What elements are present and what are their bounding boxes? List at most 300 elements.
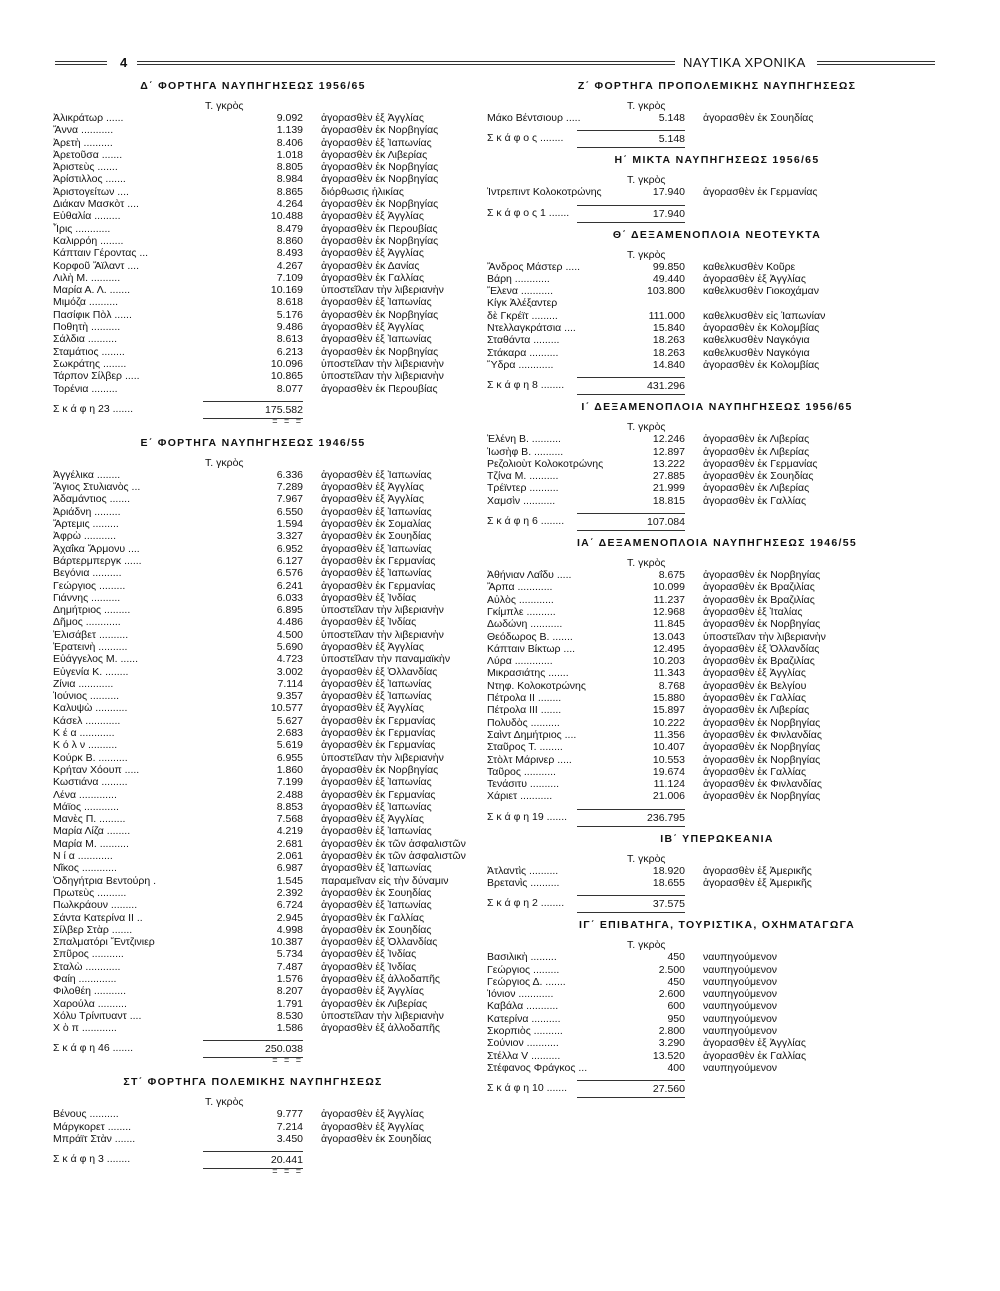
acquisition-note: ἀγορασθὲν ἐξ Ἰταλίας [703, 605, 803, 618]
gross-tonnage: 8.479 [276, 222, 303, 235]
ship-name: Κούρκ Β. .......... [53, 751, 128, 764]
total-label: Σ κ ά φ ο ς 1 ....... [487, 206, 570, 219]
ship-row [53, 493, 453, 505]
ship-name: Μαρία Μ. .......... [53, 837, 129, 850]
gross-tonnage: 6.033 [276, 591, 303, 604]
ship-name: Ζίνια ............ [53, 677, 114, 690]
total-label: Σ κ ά φ η 10 ....... [487, 1082, 568, 1095]
gross-tonnage: 8.530 [276, 1009, 303, 1022]
gross-tonnage: 5.148 [658, 112, 685, 124]
gross-tonnage: 6.127 [276, 554, 303, 567]
ship-name: Καβάλα ........... [487, 1000, 559, 1013]
ship-name: Ἀλικράτωρ ...... [53, 112, 124, 124]
ship-row [487, 569, 947, 581]
total-underline [53, 1056, 453, 1066]
total-value: 175.582 [203, 401, 303, 419]
gross-tonnage: 4.723 [276, 653, 303, 666]
total-label: Σ κ ά φ η 3 ........ [53, 1153, 131, 1166]
ship-row [53, 272, 453, 284]
acquisition-note: ἀγορασθὲν ἐκ Κολομβίας [703, 358, 820, 371]
ship-row [53, 641, 453, 653]
gross-tonnage: 10.553 [652, 753, 685, 766]
acquisition-note: ἀγορασθὲν ἐκ Δανίας [321, 259, 420, 272]
acquisition-note: ἀγορασθὲν ἐκ Βραζιλίας [703, 581, 815, 594]
ship-name: Ἔλενα ........... [487, 285, 553, 298]
magazine-title: ΝΑΥΤΙΚΑ ΧΡΟΝΙΚΑ [683, 55, 806, 70]
acquisition-note: ἀγορασθὲν ἐκ τῶν ἀσφαλιστῶν [321, 850, 466, 863]
acquisition-note: ναυπηγούμενον [703, 1061, 778, 1074]
ship-row [53, 530, 453, 542]
ship-name: Βασιλικὴ ......... [487, 951, 557, 964]
ship-row [53, 112, 453, 124]
ship-row [487, 310, 947, 322]
ship-row [53, 346, 453, 358]
ship-row [53, 629, 453, 641]
acquisition-note: ναυπηγούμενον [703, 975, 778, 988]
acquisition-note: ἀγορασθὲν ἐξ Ἰνδίας [321, 591, 417, 604]
ship-row [53, 715, 453, 727]
gross-tonnage: 2.683 [276, 727, 303, 740]
ship-row [487, 273, 947, 285]
ship-row [53, 690, 453, 702]
acquisition-note: ἀγορασθὲν ἐκ Νορβηγίας [703, 569, 821, 582]
section-total [487, 130, 947, 146]
acquisition-note: ἀγορασθὲν ἐξ Ἰαπωνίας [321, 677, 432, 690]
ship-row [487, 964, 947, 976]
gross-tonnage: 11.356 [653, 728, 685, 741]
gross-tonnage: 8.613 [276, 333, 303, 346]
total-label: Σ κ ά φ η 6 ........ [487, 515, 565, 528]
ship-row [487, 741, 947, 753]
ship-row [487, 112, 947, 124]
acquisition-note: ἀγορασθὲν ἐκ Γαλλίας [703, 692, 807, 705]
ship-name: Μανὲς Π. ......... [53, 813, 126, 826]
acquisition-note: ἀγορασθὲν ἐκ Λιβερίας [703, 445, 810, 458]
gross-tonnage: 14.840 [652, 358, 685, 371]
acquisition-note: ἀγορασθὲν ἐξ Ἰαπωνίας [321, 542, 432, 555]
gross-tonnage: 6.576 [276, 567, 303, 580]
ship-name: Ἀδαμάντιος ....... [53, 493, 131, 506]
ship-row [53, 1121, 453, 1133]
section-title: Η΄ ΜΙΚΤΑ ΝΑΥΠΗΓΗΣΕΩΣ 1956/65 [614, 154, 820, 167]
ship-name: Σταθάντα ......... [487, 334, 560, 347]
gross-tonnage: 5.734 [276, 948, 303, 961]
ship-name: Ἀγγέλικα ........ [53, 468, 121, 481]
ship-row [53, 604, 453, 616]
gross-tonnage: 12.495 [652, 642, 685, 655]
ship-row [53, 801, 453, 813]
ship-name: Μπράϊτ Στὰν ....... [53, 1133, 136, 1146]
acquisition-note: ἀγορασθὲν ἐκ Σομαλίας [321, 518, 432, 531]
ship-row [53, 506, 453, 518]
ship-name: Τζίνα Μ. .......... [487, 470, 559, 483]
ship-name: Μαρία Α. Λ. ....... [53, 284, 131, 297]
gross-tonnage: 10.865 [270, 370, 303, 383]
gross-tonnage: 400 [667, 1061, 685, 1074]
ship-row [487, 581, 947, 593]
acquisition-note: ἀγορασθὲν ἐκ Γερμανίας [321, 727, 436, 740]
gross-tonnage: 10.099 [652, 581, 685, 594]
acquisition-note: ἀγορασθὲν ἐκ Γερμανίας [321, 788, 436, 801]
acquisition-note: ἀγορασθὲν ἐξ Ἰαπωνίας [321, 136, 432, 149]
ship-name: Ἀθήνιαν Λαΐδυ ..... [487, 569, 572, 582]
acquisition-note: καθελκυσθὲν εἰς Ἰαπωνίαν [703, 309, 826, 322]
gross-tonnage: 12.246 [652, 433, 685, 446]
ship-name: Εὐθαλία ......... [53, 210, 121, 223]
acquisition-note: ἀγορασθὲν ἐκ Νορβηγίας [321, 173, 439, 186]
page-number: 4 [120, 55, 128, 70]
ship-section [53, 1076, 453, 1177]
acquisition-note: ναυπηγούμενον [703, 1025, 778, 1038]
gross-tonnage: 6.336 [276, 468, 303, 481]
ship-name: Αὐλὸς ............ [487, 593, 554, 606]
gross-tonnage: 4.264 [276, 198, 303, 211]
gross-tonnage: 103.800 [647, 285, 685, 298]
section-title: Ζ΄ ΦΟΡΤΗΓΑ ΠΡΟΠΟΛΕΜΙΚΗΣ ΝΑΥΠΗΓΗΣΕΩΣ [577, 80, 857, 92]
ship-name: Κωστιάνα ......... [53, 776, 128, 789]
acquisition-note: ἀγορασθὲν ἐξ Ἰνδίας [321, 948, 417, 961]
ship-name: Στάκαρα .......... [487, 346, 559, 359]
ship-name: Δωδώνη ........... [487, 618, 563, 631]
ship-name: Χαρούλα .......... [53, 997, 127, 1010]
gross-tonnage: 5.176 [276, 308, 303, 321]
ship-name: Ἄνδρος Μάστερ ..... [487, 260, 581, 273]
ship-row [53, 321, 453, 333]
ship-name: Σίλβερ Στὰρ ....... [53, 923, 133, 936]
ship-row [487, 631, 947, 643]
ship-name: Σούνιον ........... [487, 1037, 559, 1050]
acquisition-note: ἀγορασθὲν ἐκ Βελγίου [703, 679, 807, 692]
gross-tonnage: 1.586 [276, 1022, 303, 1035]
acquisition-note: ἀγορασθὲν ἐξ Ἰαπωνίας [321, 690, 432, 703]
ship-name: Ὁδηγήτρια Βεντούρη . [53, 874, 157, 887]
acquisition-note: ἀγορασθὲν ἐξ Ἀγγλίας [321, 640, 424, 653]
gross-tonnage: 4.267 [276, 259, 303, 272]
ship-name: Ἀρίστιλλος ....... [53, 173, 126, 186]
ship-section [53, 80, 453, 427]
ship-row [53, 948, 453, 960]
acquisition-note: ἀγορασθὲν ἐξ Ἰαπωνίας [321, 296, 432, 309]
acquisition-note: ἀγορασθὲν ἐκ Νορβηγίας [321, 308, 439, 321]
ship-row [53, 358, 453, 370]
ship-section [487, 154, 947, 220]
ship-row [53, 678, 453, 690]
acquisition-note: ἀγορασθὲν ἐκ Σουηδίας [321, 530, 432, 543]
ship-row [53, 149, 453, 161]
acquisition-note: ἀγορασθὲν ἐκ Λιβερίας [703, 704, 810, 717]
ship-name: Δῆμος ............ [53, 616, 121, 629]
total-underline-mark: = = = [272, 1166, 303, 1177]
ship-name: Ἐλισάβετ .......... [53, 628, 129, 641]
total-value: 5.148 [577, 130, 685, 148]
ship-name: Γιάννης .......... [53, 591, 121, 604]
gross-tonnage: 8.077 [276, 382, 303, 395]
ship-name: Φιλοθέη ........... [53, 985, 127, 998]
ship-row [487, 790, 947, 802]
ship-name: Ντηφ. Κολοκοτρώνης [487, 679, 586, 692]
gross-tonnage: 1.791 [276, 997, 303, 1010]
ship-row [487, 470, 947, 482]
ship-row [53, 887, 453, 899]
ship-row [487, 458, 947, 470]
total-value: 17.940 [577, 205, 685, 223]
acquisition-note: ἀγορασθὲν ἐκ τῶν ἀσφαλιστῶν [321, 837, 466, 850]
total-value: 27.560 [577, 1080, 685, 1098]
total-underline [53, 1167, 453, 1177]
acquisition-note: ἀγορασθὲν ἐκ Σουηδίας [703, 112, 814, 124]
gross-tonnage: 6.550 [276, 505, 303, 518]
ship-row [53, 764, 453, 776]
gross-tonnage: 8.675 [658, 569, 685, 582]
ship-row [53, 653, 453, 665]
gross-tonnage: 5.690 [276, 640, 303, 653]
acquisition-note: ἀγορασθὲν ἐξ Ὁλλανδίας [321, 665, 438, 678]
ship-row [53, 973, 453, 985]
ship-name: Στέλλα V .......... [487, 1049, 561, 1062]
ship-name: Ποθητὴ .......... [53, 321, 121, 334]
acquisition-note: διόρθωσις ἡλικίας [321, 185, 404, 198]
section-title: Δ΄ ΦΟΡΤΗΓΑ ΝΑΥΠΗΓΗΣΕΩΣ 1956/65 [140, 80, 366, 92]
acquisition-note: ἀγορασθὲν ἐξ Ἀγγλίας [703, 1037, 806, 1050]
acquisition-note: ἀγορασθὲν ἐξ Ἰαπωνίας [321, 862, 432, 875]
acquisition-note: ἀγορασθὲν ἐξ Ἀγγλίας [321, 321, 424, 334]
ship-name: Ἄρπα ............ [487, 581, 553, 594]
gross-tonnage: 18.655 [652, 876, 685, 889]
acquisition-note: ὑποστεῖλαν τὴν λιβεριανὴν [321, 357, 444, 370]
total-label: Σ κ ά φ η 23 ....... [53, 402, 134, 415]
ship-row [53, 1108, 453, 1120]
acquisition-note: ἀγορασθὲν ἐξ Ἀγγλίας [321, 1120, 424, 1133]
ship-name: Λύρα ............. [487, 655, 553, 668]
acquisition-note: ἀγορασθὲν ἐξ Ἀγγλίας [321, 702, 424, 715]
ship-row [53, 124, 453, 136]
acquisition-note: ἀγορασθὲν ἐκ Νορβηγίας [321, 198, 439, 211]
ship-row [53, 173, 453, 185]
acquisition-note: ὑποστεῖλαν τὴν λιβεριανὴν [321, 284, 444, 297]
gross-tonnage: 3.327 [276, 530, 303, 543]
ship-name: Φαίη ............. [53, 973, 117, 985]
ship-row [53, 309, 453, 321]
ship-name: Βάρη ............ [487, 272, 550, 285]
ship-name: Ἅγιος Στυλιανὸς ... [53, 481, 141, 494]
ship-name: Σταμάτιος ........ [53, 345, 125, 358]
gross-tonnage: 450 [667, 975, 685, 988]
ship-row [53, 580, 453, 592]
acquisition-note: ἀγορασθὲν ἐξ Ὁλλανδίας [703, 642, 820, 655]
gross-tonnage: 2.681 [276, 837, 303, 850]
gross-tonnage: 18.815 [652, 494, 685, 507]
acquisition-note: ὑποστεῖλαν τὴν λιβεριανὴν [703, 630, 826, 643]
acquisition-note: ἀγορασθὲν ἐξ Ἀγγλίας [321, 813, 424, 826]
gross-tonnage: 99.850 [652, 260, 685, 273]
ship-name: Ἰόνιον ............ [487, 988, 554, 1001]
gross-tonnage: 13.520 [652, 1049, 685, 1062]
ship-name: δὲ Γκρέϊτ ......... [487, 309, 558, 322]
ship-name: Στέφανος Φράγκος ... [487, 1061, 588, 1074]
column-header-gross-tonnage: Τ. γκρὸς [205, 100, 244, 112]
gross-tonnage: 4.500 [276, 628, 303, 641]
ship-name: Σταλὼ ............ [53, 960, 121, 973]
gross-tonnage: 1.545 [276, 874, 303, 887]
ship-row [487, 729, 947, 741]
ship-name: Τορένια ......... [53, 382, 118, 395]
gross-tonnage: 6.724 [276, 899, 303, 912]
ship-row [487, 877, 947, 889]
left-column [53, 78, 466, 1183]
gross-tonnage: 8.618 [276, 296, 303, 309]
ship-section [487, 537, 947, 825]
acquisition-note: ἀγορασθὲν ἐκ Κολομβίας [703, 322, 820, 335]
ship-name: Ἀρετοῦσα ....... [53, 148, 123, 161]
acquisition-note: ἀγορασθὲν ἐξ Ἰαπωνίας [321, 899, 432, 912]
gross-tonnage: 7.214 [276, 1120, 303, 1133]
ship-name: Ρεζολιοὺτ Κολοκοτρώνης [487, 457, 604, 470]
ship-row [53, 567, 453, 579]
header-rule-left [55, 61, 107, 65]
acquisition-note: ναυπηγούμενον [703, 1012, 778, 1025]
ship-row [487, 334, 947, 346]
acquisition-note: ἀγορασθὲν ἐξ Ἰαπωνίας [321, 776, 432, 789]
acquisition-note: ἀγορασθὲν ἐκ Γερμανίας [321, 554, 436, 567]
ship-name: Κάπταιν Γέροντας ... [53, 247, 149, 260]
ship-name: Γκίμπλε .......... [487, 605, 556, 618]
ship-name: Ἄννα ........... [53, 124, 114, 137]
acquisition-note: ἀγορασθὲν ἐκ Γαλλίας [703, 1049, 807, 1062]
ship-row [53, 198, 453, 210]
gross-tonnage: 8.805 [276, 161, 303, 174]
gross-tonnage: 5.619 [276, 739, 303, 752]
ship-row [487, 347, 947, 359]
ship-name: Βάρτερμπεργκ ...... [53, 554, 142, 567]
column-header-gross-tonnage: Τ. γκρὸς [627, 100, 666, 112]
gross-tonnage: 10.169 [270, 284, 303, 297]
ship-section [487, 833, 947, 912]
ship-row [53, 936, 453, 948]
ship-row [53, 186, 453, 198]
total-underline-mark: = = = [272, 415, 303, 426]
ship-name: Καλυψὼ ........... [53, 702, 128, 715]
acquisition-note: ἀγορασθὲν ἐκ Λιβερίας [703, 482, 810, 495]
ship-row [487, 704, 947, 716]
ship-row [53, 789, 453, 801]
acquisition-note: ἀγορασθὲν ἐξ Ἀμερικῆς [703, 864, 812, 877]
ship-row [487, 322, 947, 334]
gross-tonnage: 27.885 [652, 470, 685, 483]
acquisition-note: ἀγορασθὲν ἐκ Σουηδίας [321, 1133, 432, 1146]
ship-row [487, 495, 947, 507]
acquisition-note: ἀγορασθὲν ἐκ Λιβερίας [321, 148, 428, 161]
acquisition-note: ἀγορασθὲν ἐκ Νορβηγίας [321, 345, 439, 358]
section-total [53, 1040, 453, 1056]
ship-name: Ἀτλαντὶς .......... [487, 864, 559, 877]
section-title: ΙΑ΄ ΔΕΞΑΜΕΝΟΠΛΟΙΑ ΝΑΥΠΗΓΗΣΕΩΣ 1946/55 [576, 537, 858, 550]
total-label: Σ κ ά φ η 8 ........ [487, 379, 565, 392]
gross-tonnage: 18.263 [652, 346, 685, 359]
total-value: 107.084 [577, 513, 685, 531]
ship-name: Πέτρολα ΙΙΙ ....... [487, 704, 562, 717]
ship-row [53, 210, 453, 222]
gross-tonnage: 8.207 [276, 985, 303, 998]
column-header-gross-tonnage: Τ. γκρὸς [627, 174, 666, 187]
section-title: Ε΄ ΦΟΡΤΗΓΑ ΝΑΥΠΗΓΗΣΕΩΣ 1946/55 [140, 436, 366, 449]
section-title: Θ΄ ΔΕΞΑΜΕΝΟΠΛΟΙΑ ΝΕΟΤΕΥΚΤΑ [612, 228, 822, 241]
acquisition-note: ἀγορασθὲν ἐκ Περουβίας [321, 382, 438, 395]
acquisition-note: ὑποστεῖλαν τὴν λιβεριανὴν [321, 1009, 444, 1022]
ship-row [487, 482, 947, 494]
gross-tonnage: 11.124 [653, 778, 685, 791]
ship-name: Ἄρτεμις ......... [53, 518, 119, 531]
ship-row [487, 359, 947, 371]
ship-section [487, 80, 947, 146]
gross-tonnage: 6.952 [276, 542, 303, 555]
acquisition-note: ἀγορασθὲν ἐξ Ἀγγλίας [321, 493, 424, 506]
total-underline-mark: = = = [272, 1055, 303, 1066]
acquisition-note: ὑποστεῖλαν τὴν λιβεριανὴν [321, 751, 444, 764]
acquisition-note: ἀγορασθὲν ἐκ Νορβηγίας [321, 234, 439, 247]
ship-name: Λένα ............. [53, 788, 117, 801]
ship-name: Ἀρετὴ .......... [53, 136, 113, 149]
ship-name: Γεώργιος ......... [487, 963, 560, 976]
gross-tonnage: 4.998 [276, 923, 303, 936]
gross-tonnage: 8.406 [276, 136, 303, 149]
gross-tonnage: 9.486 [276, 321, 303, 334]
acquisition-note: ἀγορασθὲν ἐξ Ἀγγλίας [321, 247, 424, 260]
acquisition-note: ἀγορασθὲν ἐκ Νορβηγίας [321, 161, 439, 174]
acquisition-note: ἀγορασθὲν ἐκ Γαλλίας [321, 271, 425, 284]
acquisition-note: ἀγορασθὲν ἐξ ἀλλοδαπῆς [321, 1022, 440, 1035]
ship-row [487, 446, 947, 458]
ship-name: Γεώργιος ......... [53, 579, 126, 592]
ship-name: Βεγόνια .......... [53, 567, 122, 580]
ship-row [487, 297, 947, 309]
ship-row [487, 680, 947, 692]
right-column [487, 78, 947, 1102]
ship-row [53, 727, 453, 739]
acquisition-note: ἀγορασθὲν ἐκ Γαλλίας [703, 494, 807, 507]
ship-name: Ἀριστεὺς ....... [53, 161, 118, 174]
ship-name: Μαρία Λίζα ........ [53, 825, 131, 838]
gross-tonnage: 10.407 [652, 741, 685, 754]
total-value: 236.795 [577, 809, 685, 827]
gross-tonnage: 10.488 [270, 210, 303, 223]
ship-name: Σπῦρος ........... [53, 948, 124, 961]
ship-name: Πασίφικ Πὸλ ...... [53, 308, 132, 321]
acquisition-note: ἀγορασθὲν ἐκ Γερμανίας [321, 714, 436, 727]
ship-name: Μάϊος ............ [53, 800, 119, 813]
gross-tonnage: 10.222 [652, 716, 685, 729]
ship-name: Κάπταιν Βίκτωρ .... [487, 642, 576, 655]
ship-name: Σπαλματόρι Ἔντζινιερ [53, 936, 155, 949]
gross-tonnage: 1.860 [276, 763, 303, 776]
ship-name: Πωλκράουν ......... [53, 899, 138, 912]
acquisition-note: ναυπηγούμενον [703, 951, 778, 964]
ship-name: Πρωτεὺς .......... [53, 886, 127, 899]
acquisition-note: ἀγορασθὲν ἐξ Ἰαπωνίας [321, 333, 432, 346]
ship-row [53, 469, 453, 481]
ship-row [53, 912, 453, 924]
ship-row [53, 223, 453, 235]
ship-name: Χάριετ ........... [487, 790, 553, 803]
gross-tonnage: 2.500 [658, 963, 685, 976]
acquisition-note: ἀγορασθὲν ἐξ Ἰαπωνίας [321, 800, 432, 813]
column-header-gross-tonnage: Τ. γκρὸς [627, 248, 666, 261]
gross-tonnage: 11.343 [653, 667, 685, 680]
ship-name: Χόλυ Τρίνιτυαντ .... [53, 1009, 142, 1022]
gross-tonnage: 6.955 [276, 751, 303, 764]
column-header-gross-tonnage: Τ. γκρὸς [205, 1096, 244, 1109]
ship-row [53, 702, 453, 714]
ship-row [487, 754, 947, 766]
